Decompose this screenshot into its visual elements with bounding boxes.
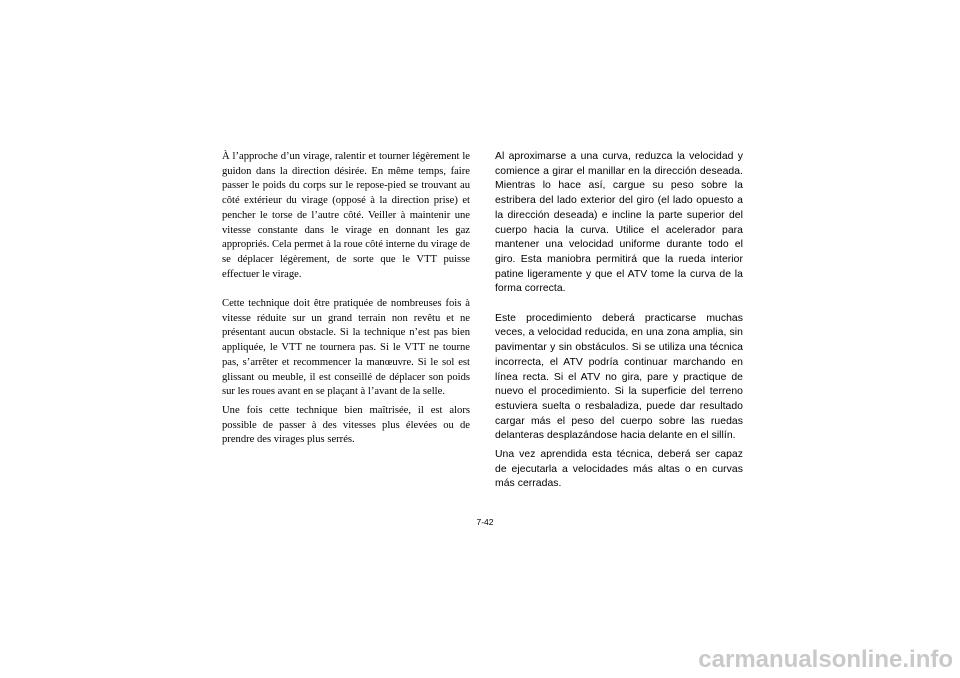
french-paragraph-2: Cette technique doit être pratiquée de nombreuses fois à vitesse réduite sur un grand terrain non revêtu et ne présentant aucun obstacle. Si la technique n’est pas bien appliquée, le VTT ne tournera pas. Si le VTT ne tourne pas, s’arrêter et recommencer la manœuvre. Si le sol est glissant ou meuble, il est conseillé de déplacer son poids sur les roues avant en se plaçant à l’avant de la selle. [222, 298, 470, 398]
spanish-text-column [495, 150, 743, 492]
spanish-paragraph-3: Una vez aprendida esta técnica, deberá ser capaz de ejecutarla a velocidades más altas o en curvas más cerradas. [495, 449, 743, 490]
watermark: carmanualsonline.info [698, 646, 953, 673]
french-text-column [222, 150, 470, 448]
page-number: 7-42 [476, 517, 494, 527]
french-paragraph-3: Une fois cette technique bien maîtrisée, il est alors possible de passer à des vitesses plus élevées ou de prendre des virages plus serrés. [222, 404, 470, 446]
spanish-paragraph-1: Al aproximarse a una curva, reduzca la velocidad y comience a girar el manillar en la dirección deseada. Mientras lo hace así, cargue su peso sobre la estribera del lado exterior del giro (el lado opuesto a la dirección deseada) e incline la parte superior del cuerpo hacia la curva. Utilice el acelerador para mantener una velocidad uniforme durante todo el giro. Esta maniobra permitirá que la rueda interior patine ligeramente y que el ATV tome la curva de la forma correcta. [495, 151, 743, 295]
french-paragraph-1: À l’approche d’un virage, ralentir et tourner légèrement le guidon dans la direction désirée. En même temps, faire passer le poids du corps sur le repose-pied se trouvant au côté extérieur du virage (opposé à la direction prise) et pencher le torse de l’autre côté. Veiller à maintenir une vitesse constante dans le virage en donnant les gaz appropriés. Cela permet à la roue côté interne du virage de se déplacer légèrement, de sorte que le VTT puisse effectuer le virage. [222, 151, 470, 280]
spanish-paragraph-2: Este procedimiento deberá practicarse muchas veces, a velocidad reducida, en una zona amplia, sin pavimentar y sin obstáculos. Si se utiliza una técnica incorrecta, el ATV podría continuar marchando en línea recta. Si el ATV no gira, pare y practique de nuevo el procedimiento. Si la superficie del terreno estuviera suelta o resbaladiza, puede dar resultado cargar más el peso del cuerpo sobre las ruedas delanteras desplazándose hacia delante en el sillín. [495, 312, 743, 442]
